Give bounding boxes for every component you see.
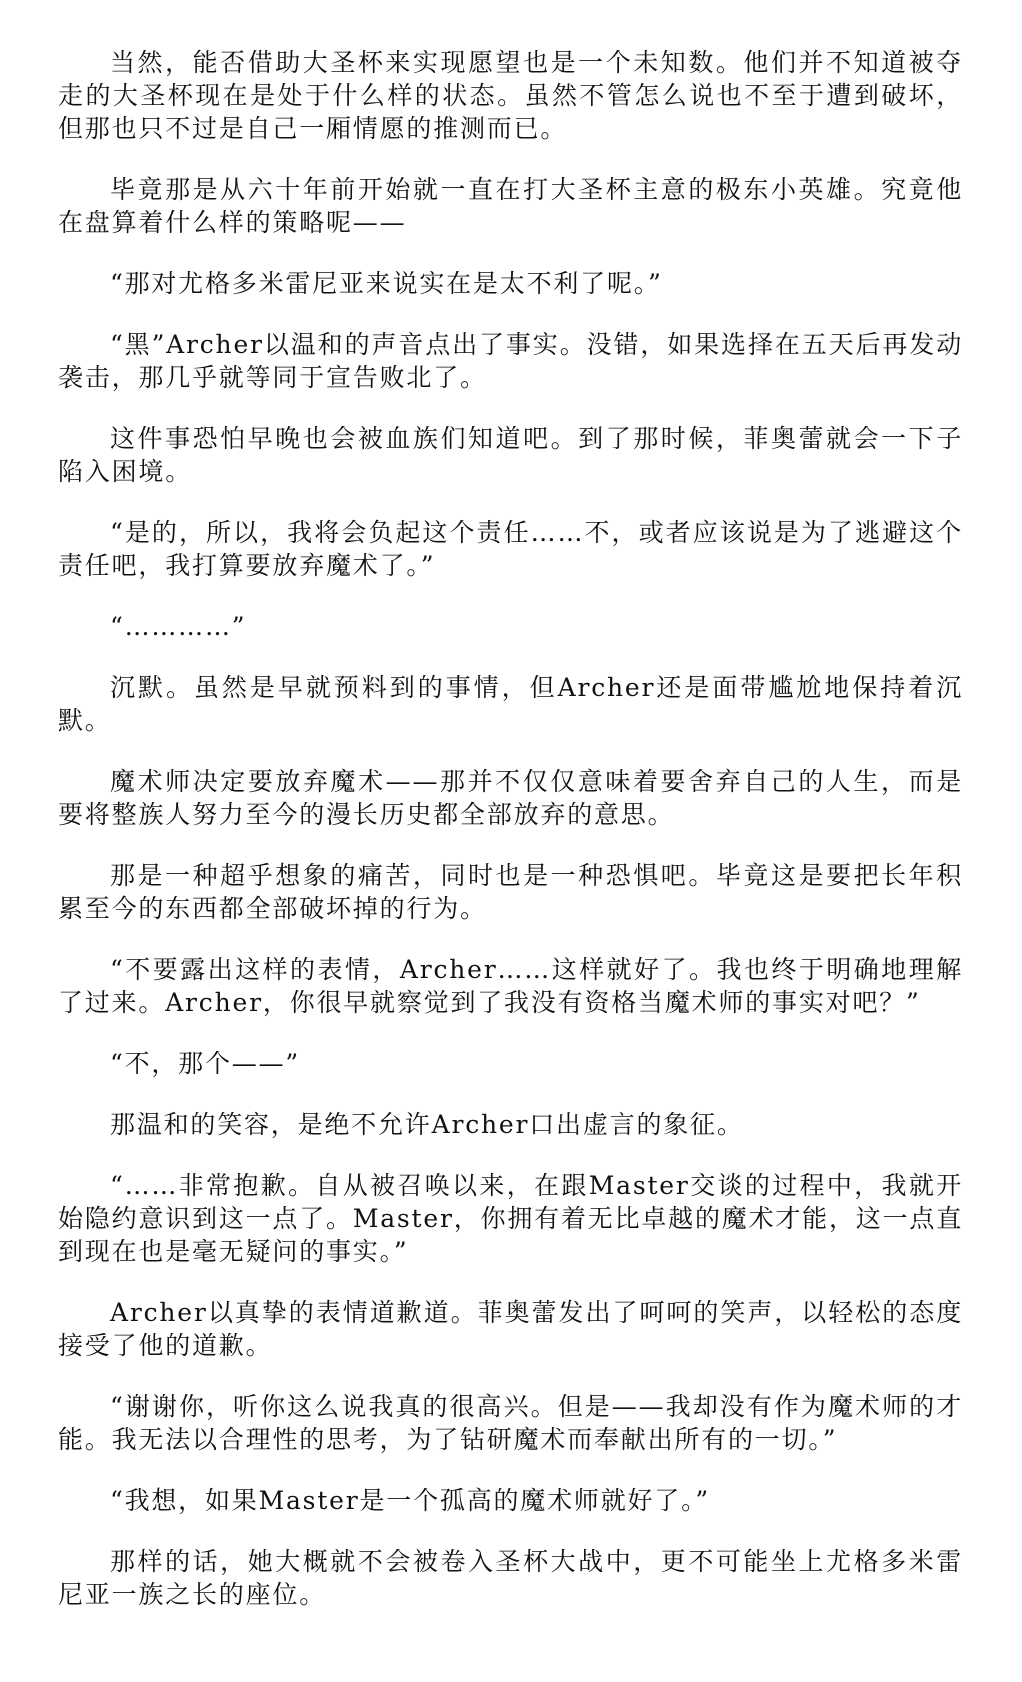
- paragraph: “是的，所以，我将会负起这个责任……不，或者应该说是为了逃避这个责任吧，我打算要放弃魔术了。”: [58, 518, 963, 580]
- paragraph: “谢谢你，听你这么说我真的很高兴。但是——我却没有作为魔术师的才能。我无法以合理性的思考，为了钻研魔术而奉献出所有的一切。”: [58, 1392, 963, 1454]
- paragraph: Archer以真挚的表情道歉道。菲奥蕾发出了呵呵的笑声，以轻松的态度接受了他的道歉。: [58, 1298, 963, 1360]
- paragraph: “那对尤格多米雷尼亚来说实在是太不利了呢。”: [110, 269, 663, 298]
- paragraph: “我想，如果Master是一个孤高的魔术师就好了。”: [110, 1486, 710, 1515]
- paragraph: “不，那个——”: [110, 1049, 300, 1078]
- paragraph: 当然，能否借助大圣杯来实现愿望也是一个未知数。他们并不知道被夺走的大圣杯现在是处于什么样的状态。虽然不管怎么说也不至于遭到破坏，但那也只不过是自己一厢情愿的推测而已。: [58, 48, 963, 143]
- paragraph: 那是一种超乎想象的痛苦，同时也是一种恐惧吧。毕竟这是要把长年积累至今的东西都全部破坏掉的行为。: [58, 861, 963, 923]
- text-body: [58, 46, 963, 1639]
- paragraph: 毕竟那是从六十年前开始就一直在打大圣杯主意的极东小英雄。究竟他在盘算着什么样的策略呢——: [58, 175, 963, 237]
- paragraph: “黑”Archer以温和的声音点出了事实。没错，如果选择在五天后再发动袭击，那几乎就等同于宣告败北了。: [58, 330, 963, 392]
- paragraph: 这件事恐怕早晚也会被血族们知道吧。到了那时候，菲奥蕾就会一下子陷入困境。: [58, 424, 963, 486]
- paragraph: 那温和的笑容，是绝不允许Archer口出虚言的象征。: [110, 1110, 744, 1139]
- paragraph: 那样的话，她大概就不会被卷入圣杯大战中，更不可能坐上尤格多米雷尼亚一族之长的座位。: [58, 1547, 963, 1609]
- paragraph: “……非常抱歉。自从被召唤以来，在跟Master交谈的过程中，我就开始隐约意识到这一点了。Master，你拥有着无比卓越的魔术才能，这一点直到现在也是毫无疑问的事实。”: [58, 1171, 963, 1266]
- paragraph: “不要露出这样的表情，Archer……这样就好了。我也终于明确地理解了过来。Archer，你很早就察觉到了我没有资格当魔术师的事实对吧？”: [58, 955, 963, 1017]
- paragraph: 魔术师决定要放弃魔术——那并不仅仅意味着要舍弃自己的人生，而是要将整族人努力至今的漫长历史都全部放弃的意思。: [58, 767, 963, 829]
- paragraph: 沉默。虽然是早就预料到的事情，但Archer还是面带尴尬地保持着沉默。: [58, 673, 963, 735]
- paragraph: “…………”: [110, 612, 247, 641]
